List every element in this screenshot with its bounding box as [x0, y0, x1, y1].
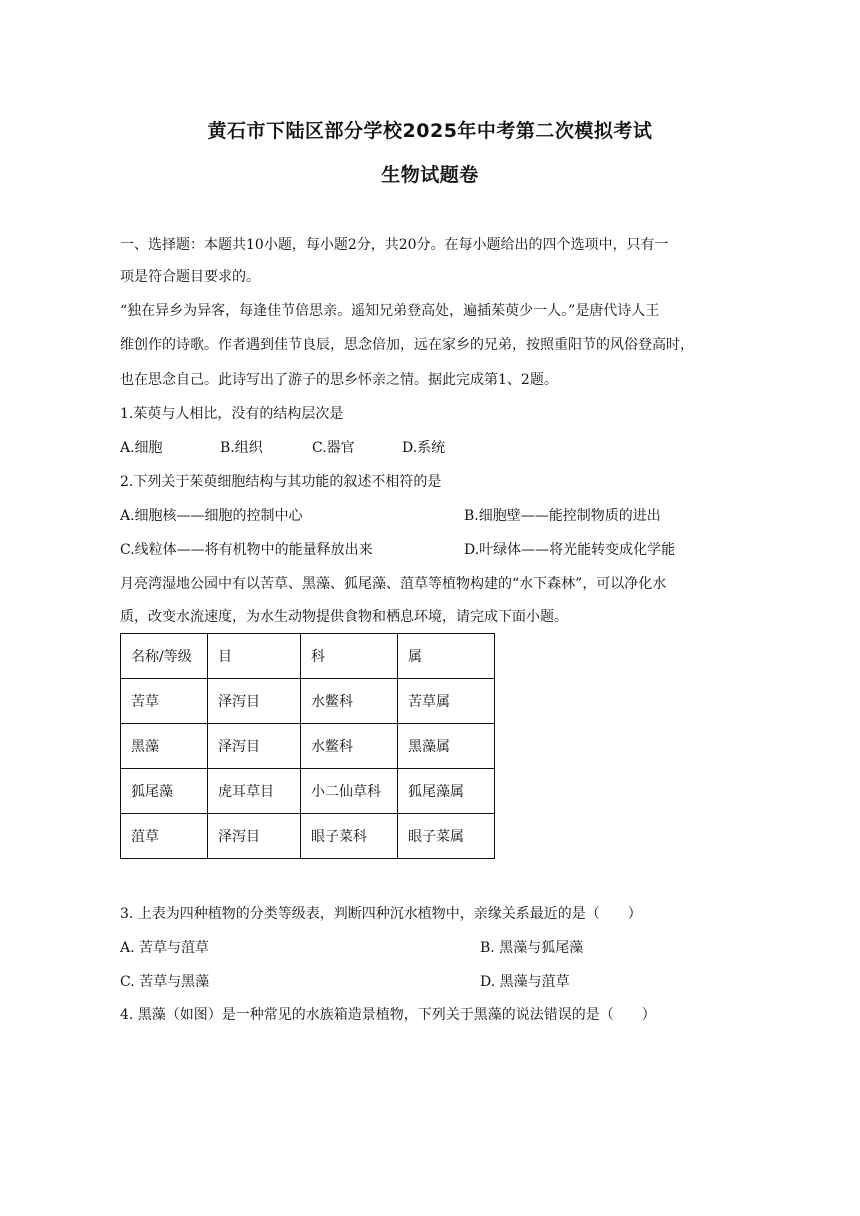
table-header-row: [121, 634, 495, 679]
passage2-line1: 月亮湾湿地公园中有以苦草、黑藻、狐尾藻、菹草等植物构建的“水下森林”，可以净化水: [120, 576, 667, 592]
question-3-option-d: D. 黑藻与菹草: [480, 974, 570, 990]
table-header-cell: 科: [301, 634, 398, 679]
question-1-stem: 1.茱萸与人相比，没有的结构层次是: [120, 406, 344, 422]
table-row: [121, 679, 495, 724]
question-1-option-a: A.细胞: [120, 440, 163, 456]
table-cell: 小二仙草科: [301, 769, 398, 814]
table-cell: 黑藻: [121, 724, 208, 769]
question-1-options: [120, 438, 445, 458]
table-cell: 苦草: [121, 679, 208, 724]
question-2-stem: 2.下列关于茱萸细胞结构与其功能的叙述不相符的是: [120, 474, 442, 490]
classification-table: [120, 633, 495, 859]
passage2-line2: 质，改变水流速度，为水生动物提供食物和栖息环境，请完成下面小题。: [120, 609, 568, 625]
table-row: [121, 724, 495, 769]
passage1-line1: “独在异乡为异客，每逢佳节倍思亲。遥知兄弟登高处，遍插茱萸少一人。”是唐代诗人王: [120, 303, 660, 319]
section-intro-line2: 项是符合题目要求的。: [120, 269, 260, 285]
question-2-option-b: B.细胞壁——能控制物质的进出: [464, 508, 661, 524]
question-2-option-a: A.细胞核——细胞的控制中心: [120, 508, 303, 524]
table-cell: 泽泻目: [208, 814, 301, 859]
question-3-stem: 3. 上表为四种植物的分类等级表，判断四种沉水植物中，亲缘关系最近的是（ ）: [120, 906, 642, 922]
table-cell: 虎耳草目: [208, 769, 301, 814]
table-cell: 水鳖科: [301, 724, 398, 769]
table-header-cell: 属: [398, 634, 495, 679]
passage1-line2: 维创作的诗歌。作者遇到佳节良辰，思念倍加，远在家乡的兄弟，按照重阳节的风俗登高时，: [120, 337, 694, 353]
table-cell: 菹草: [121, 814, 208, 859]
question-1-option-b: B.组织: [220, 440, 263, 456]
passage1-line3: 也在思念自己。此诗写出了游子的思乡怀亲之情。据此完成第1、2题。: [120, 372, 558, 388]
question-3-option-b: B. 黑藻与狐尾藻: [480, 940, 584, 956]
question-2-option-c: C.线粒体——将有机物中的能量释放出来: [120, 542, 373, 558]
table-cell: 眼子菜属: [398, 814, 495, 859]
table-cell: 眼子菜科: [301, 814, 398, 859]
table-cell: 苦草属: [398, 679, 495, 724]
page-subtitle: 生物试题卷: [381, 164, 479, 186]
table-cell: 泽泻目: [208, 724, 301, 769]
table-row: [121, 769, 495, 814]
question-3-option-c: C. 苦草与黑藻: [120, 974, 210, 990]
question-3-option-a: A. 苦草与菹草: [120, 940, 210, 956]
question-2-option-d: D.叶绿体——将光能转变成化学能: [464, 542, 676, 558]
question-1-option-d: D.系统: [402, 440, 446, 456]
table-cell: 黑藻属: [398, 724, 495, 769]
question-4-stem: 4. 黑藻（如图）是一种常见的水族箱造景植物，下列关于黑藻的说法错误的是（ ）: [120, 1007, 656, 1023]
section-intro-line1: 一、选择题：本题共10小题，每小题2分，共20分。在每小题给出的四个选项中，只有一: [120, 237, 669, 253]
table-header-cell: 名称/等级: [121, 634, 208, 679]
table-header-cell: 目: [208, 634, 301, 679]
table-cell: 狐尾藻属: [398, 769, 495, 814]
table-cell: 水鳖科: [301, 679, 398, 724]
table-cell: 泽泻目: [208, 679, 301, 724]
question-1-option-c: C.器官: [312, 440, 355, 456]
page-title: 黄石市下陆区部分学校2025年中考第二次模拟考试: [207, 120, 653, 142]
table-row: [121, 814, 495, 859]
table-cell: 狐尾藻: [121, 769, 208, 814]
